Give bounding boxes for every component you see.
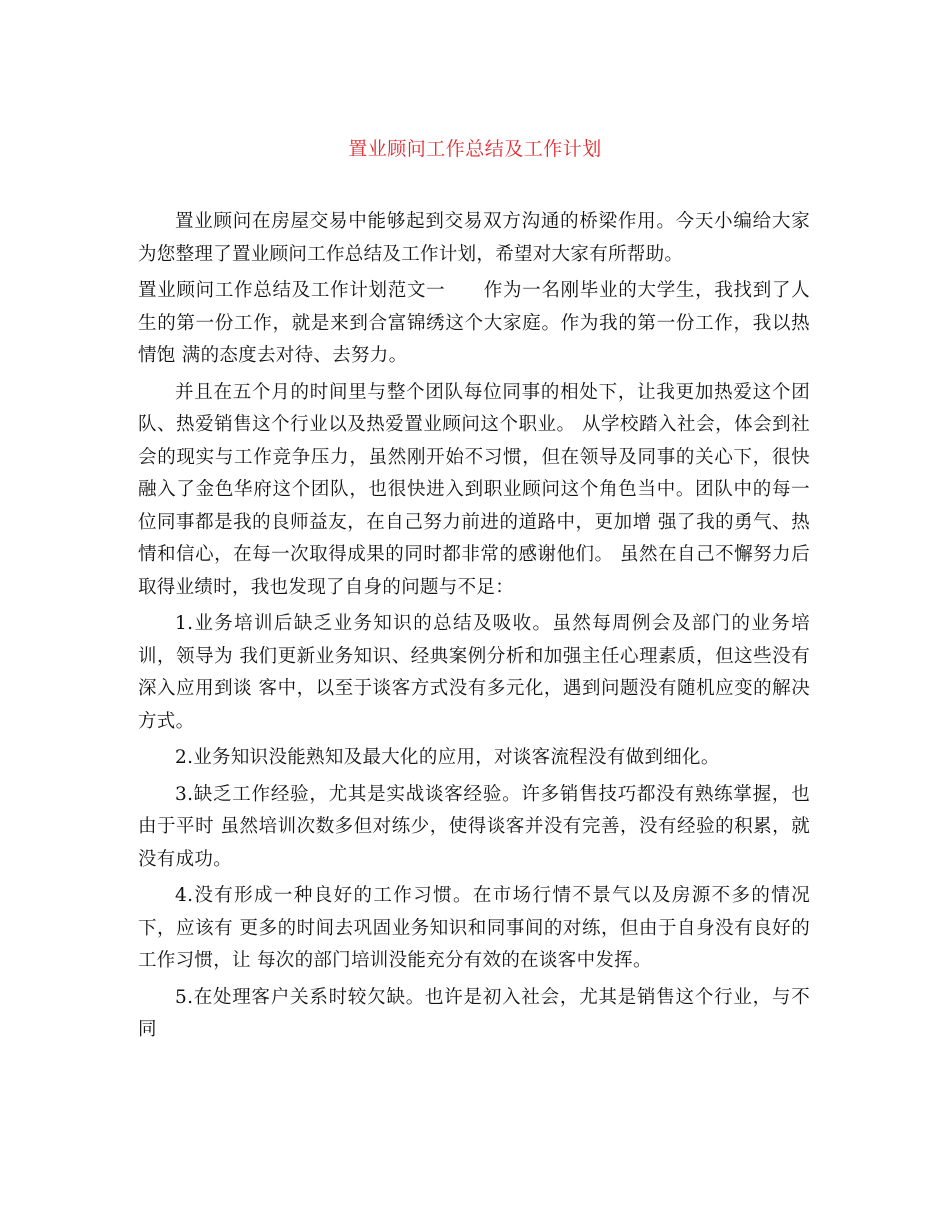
paragraph-experience: 并且在五个月的时间里与整个团队每位同事的相处下，让我更加热爱这个团队、热爱销售这个行业以及热爱置业顾问这个职业。 从学校踏入社会，体会到社会的现实与工作竞争压力，虽然刚开始不习惯，但在领导及同事的关心下，很快融入了金色华府这个团队，也很快进入到职业顾问这个角色当中。团队中的每一位同事都是我的良师益友，在自己努力前进的道路中，更加增 强了我的勇气、热情和信心，在每一次取得成果的同时都非常的感谢他们。 虽然在自己不懈努力后取得业绩时，我也发现了自身的问题与不足：: [138, 381, 810, 598]
document-body: [138, 206, 810, 1051]
paragraph-intro: 置业顾问在房屋交易中能够起到交易双方沟通的桥梁作用。今天小编给大家为您整理了置业顾问工作总结及工作计划，希望对大家有所帮助。: [138, 211, 810, 265]
paragraph-item-2: 2.业务知识没能熟知及最大化的应用，对谈客流程没有做到细化。: [175, 747, 720, 768]
paragraph-item-5: 5.在处理客户关系时较欠缺。也许是初入社会，尤其是销售这个行业，与不同: [138, 986, 810, 1040]
paragraph-item-4: 4.没有形成一种良好的工作习惯。在市场行情不景气以及房源不多的情况下，应该有 更多的时间去巩固业务知识和同事间的对练，但由于自身没有良好的工作习惯，让 每次的部门培训没能充分有效的在谈客中发挥。: [138, 885, 810, 971]
paragraph-item-1: 1.业务培训后缺乏业务知识的总结及吸收。虽然每周例会及部门的业务培训，领导为 我们更新业务知识、经典案例分析和加强主任心理素质，但这些没有深入应用到谈 客中，以至于谈客方式没有多元化，遇到问题没有随机应变的解决方式。: [138, 613, 810, 732]
paragraph-item-3: 3.缺乏工作经验，尤其是实战谈客经验。许多销售技巧都没有熟练掌握，也由于平时 虽然培训次数多但对练少，使得谈客并没有完善，没有经验的积累，就没有成功。: [138, 783, 810, 870]
paragraph-sample-one: 置业顾问工作总结及工作计划范文一 作为一名刚毕业的大学生，我找到了人生的第一份工作，就是来到合富锦绣这个大家庭。作为我的第一份工作，我以热情饱 满的态度去对待、去努力。: [138, 280, 810, 366]
document-title: 置业顾问工作总结及工作计划: [348, 138, 602, 160]
